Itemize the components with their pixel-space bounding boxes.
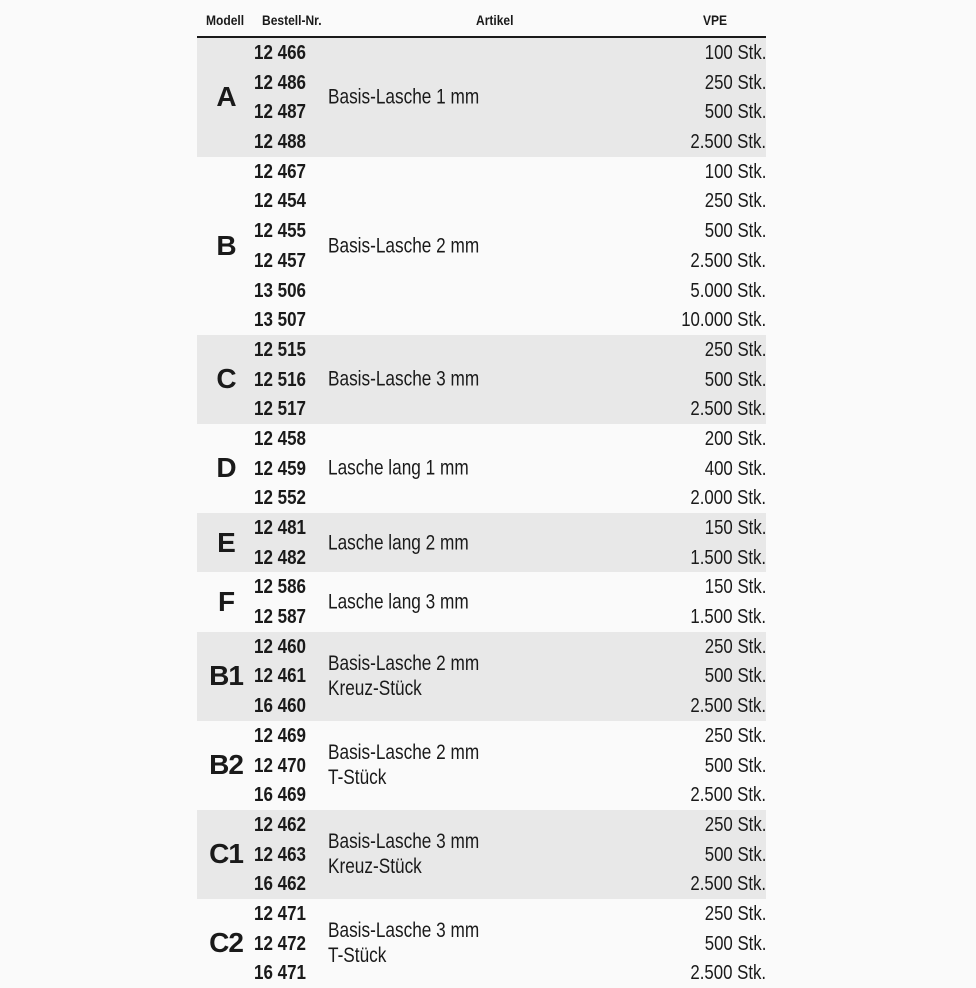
order-number: 12 515 [254,338,306,361]
package-unit: 250 Stk. [704,813,766,836]
table-row [197,691,766,721]
order-number: 12 517 [254,398,306,421]
model-label: F [217,586,235,618]
table-row [197,127,766,157]
article-line: Basis-Lasche 2 mm [328,741,480,765]
model-label: E [217,526,235,558]
model-group [197,38,766,157]
order-number: 12 455 [254,220,306,243]
order-number: 12 467 [254,160,306,183]
package-unit: 500 Stk. [704,368,766,391]
order-number: 12 470 [254,754,306,777]
header-artikel: Artikel [476,12,514,28]
package-unit: 2.500 Stk. [690,249,766,272]
model-group [197,572,766,631]
order-number: 12 587 [254,606,306,629]
package-unit: 2.500 Stk. [690,962,766,985]
package-unit: 100 Stk. [704,42,766,64]
table-row [197,840,766,870]
article-line: Kreuz-Stück [328,855,422,879]
package-unit: 2.500 Stk. [690,695,766,718]
package-unit: 500 Stk. [704,665,766,688]
table-row [197,186,766,216]
article-line: Lasche lang 3 mm [328,590,469,614]
package-unit: 1.500 Stk. [690,546,766,569]
table-row [197,365,766,395]
model-group [197,424,766,513]
package-unit: 2.500 Stk. [690,131,766,154]
article-line: T-Stück [328,766,387,790]
package-unit: 2.500 Stk. [690,873,766,896]
model-label: D [216,452,236,484]
table-row [197,751,766,781]
table-row [197,394,766,424]
package-unit: 250 Stk. [704,902,766,925]
table-row [197,38,766,68]
order-number: 16 471 [254,962,306,985]
package-unit: 2.500 Stk. [690,784,766,807]
order-number: 12 454 [254,190,306,213]
order-number: 12 487 [254,101,306,124]
package-unit: 10.000 Stk. [681,309,766,332]
order-number: 16 462 [254,873,306,896]
table-header [197,0,766,38]
table-row [197,68,766,98]
order-number: 12 469 [254,724,306,747]
table-row [197,513,766,543]
model-group [197,513,766,572]
order-number: 12 460 [254,635,306,658]
model-group [197,632,766,721]
model-label: C [216,363,236,395]
order-number: 13 507 [254,309,306,332]
package-unit: 250 Stk. [704,338,766,361]
order-number: 12 482 [254,546,306,569]
article-line: T-Stück [328,944,387,968]
package-unit: 500 Stk. [704,843,766,866]
header-vpe: VPE [703,12,728,28]
package-unit: 5.000 Stk. [690,279,766,302]
table-row [197,157,766,187]
article-line: Basis-Lasche 3 mm [328,919,480,943]
article-line: Basis-Lasche 3 mm [328,367,480,391]
order-number: 12 462 [254,813,306,836]
model-group [197,335,766,424]
table-row [197,780,766,810]
article-line: Lasche lang 2 mm [328,531,469,555]
table-row [197,572,766,602]
order-number: 12 552 [254,487,306,510]
table-row [197,97,766,127]
article-line: Basis-Lasche 2 mm [328,234,480,258]
table-row [197,899,766,929]
table-row [197,661,766,691]
order-number: 16 469 [254,784,306,807]
model-label: B1 [209,660,243,692]
table-row [197,483,766,513]
table-row [197,454,766,484]
table-row [197,632,766,662]
article-line: Kreuz-Stück [328,677,422,701]
order-number: 12 463 [254,843,306,866]
order-number: 12 481 [254,517,306,539]
package-unit: 1.500 Stk. [690,606,766,629]
table-row [197,810,766,840]
model-label: C2 [209,927,243,959]
order-number: 12 516 [254,368,306,391]
article-line: Basis-Lasche 2 mm [328,652,480,676]
table-row [197,246,766,276]
table-body [197,38,766,988]
order-number: 12 586 [254,576,306,599]
article-line: Lasche lang 1 mm [328,456,469,480]
package-unit: 100 Stk. [704,160,766,183]
order-number: 12 461 [254,665,306,688]
package-unit: 2.500 Stk. [690,398,766,421]
package-unit: 150 Stk. [704,517,766,539]
table-row [197,602,766,632]
order-number: 12 486 [254,71,306,94]
table-row [197,929,766,959]
order-number: 12 488 [254,131,306,154]
package-unit: 400 Stk. [704,457,766,480]
table-row [197,335,766,365]
model-label: C1 [209,838,243,870]
model-group [197,721,766,810]
table-row [197,276,766,306]
header-bestell-nr: Bestell-Nr. [262,12,322,28]
product-table [197,0,766,988]
order-number: 16 460 [254,695,306,718]
model-group [197,157,766,335]
table-row [197,305,766,335]
package-unit: 250 Stk. [704,190,766,213]
order-number: 12 457 [254,249,306,272]
model-group [197,899,766,988]
order-number: 12 472 [254,932,306,955]
article-line: Basis-Lasche 3 mm [328,830,480,854]
model-group [197,810,766,899]
order-number: 12 459 [254,457,306,480]
table-row [197,721,766,751]
table-row [197,958,766,988]
header-modell: Modell [206,12,245,28]
package-unit: 250 Stk. [704,724,766,747]
model-label: B2 [209,749,243,781]
table-row [197,424,766,454]
package-unit: 500 Stk. [704,220,766,243]
package-unit: 500 Stk. [704,932,766,955]
order-number: 12 471 [254,902,306,925]
model-label: B [216,229,236,261]
order-number: 12 458 [254,427,306,450]
order-number: 12 466 [254,42,306,64]
model-label: A [216,81,236,113]
package-unit: 150 Stk. [704,576,766,599]
table-row [197,216,766,246]
table-row [197,543,766,573]
article-line: Basis-Lasche 1 mm [328,85,480,109]
package-unit: 500 Stk. [704,101,766,124]
order-number: 13 506 [254,279,306,302]
package-unit: 500 Stk. [704,754,766,777]
package-unit: 250 Stk. [704,635,766,658]
package-unit: 2.000 Stk. [690,487,766,510]
table-row [197,869,766,899]
package-unit: 250 Stk. [704,71,766,94]
package-unit: 200 Stk. [704,427,766,450]
